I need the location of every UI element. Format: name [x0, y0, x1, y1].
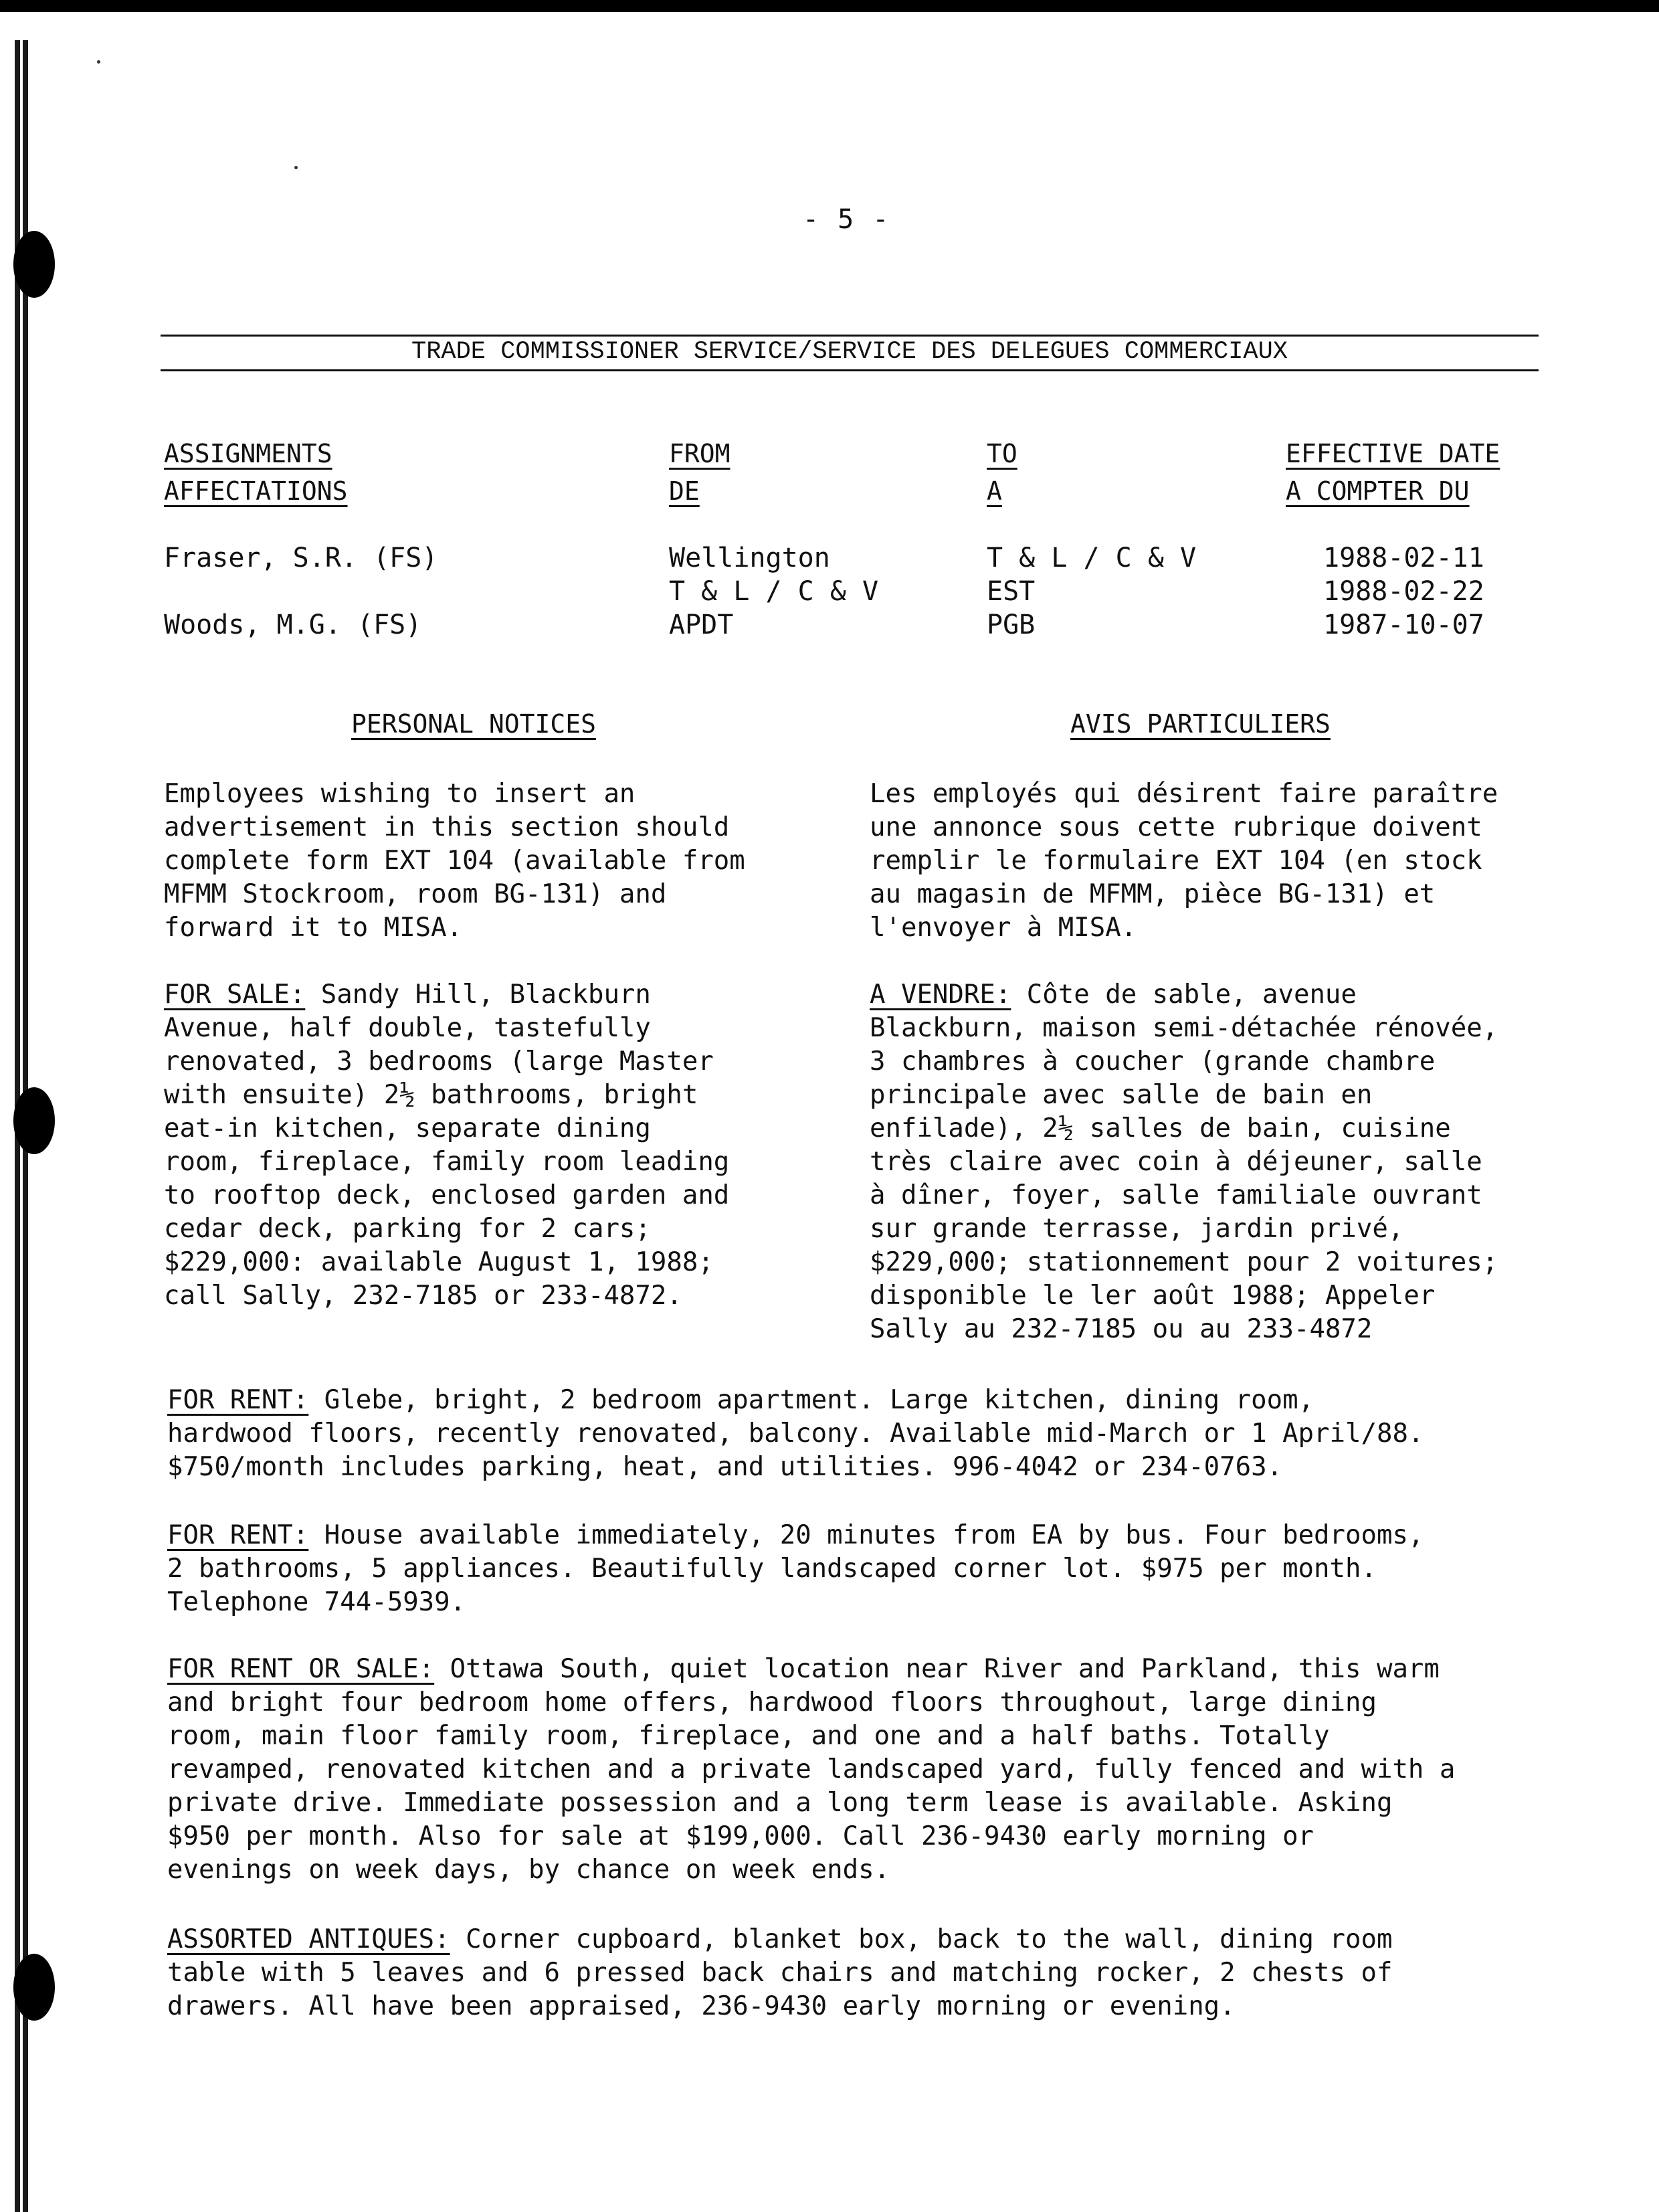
assignment-to: T & L / C & V: [987, 543, 1197, 573]
header-date-en: EFFECTIVE DATE: [1286, 439, 1500, 468]
ad-label: ASSORTED ANTIQUES:: [167, 1924, 450, 1954]
header-to: [987, 435, 1017, 510]
assignment-date: 1988-02-11: [1323, 543, 1484, 573]
personal-notices-heading: PERSONAL NOTICES: [351, 709, 597, 739]
for-rent-ad-glebe: [167, 1384, 1424, 1484]
header-assignments-en: ASSIGNMENTS: [164, 439, 332, 468]
scan-top-edge: [0, 0, 1659, 12]
avis-particuliers-heading: AVIS PARTICULIERS: [1070, 709, 1331, 739]
ad-text: Corner cupboard, blanket box, back to the wall, dining room table with 5 leaves and 6 pressed back chairs and matching rocker, 2 chests of drawers. All have been appraised, 236-9430 early morning or evening.: [167, 1924, 1393, 2021]
section-title: TRADE COMMISSIONER SERVICE/SERVICE DES DELEGUES COMMERCIAUX: [411, 338, 1288, 366]
header-date-fr: A COMPTER DU: [1286, 476, 1470, 506]
header-effective-date: [1286, 435, 1500, 510]
header-assignments-fr: AFFECTATIONS: [164, 476, 348, 506]
for-rent-or-sale-ad: [167, 1653, 1455, 1887]
assignment-from: APDT: [669, 610, 734, 640]
ad-label: FOR RENT:: [167, 1385, 309, 1415]
assignment-date: 1988-02-22: [1323, 576, 1484, 607]
ad-text: Glebe, bright, 2 bedroom apartment. Large kitchen, dining room, hardwood floors, recently renovated, balcony. Available mid-March or 1 April/88. $750/month includes parking, heat, and utilities. 996-4042 or 234-0763.: [167, 1385, 1424, 1482]
assignment-date: 1987-10-07: [1323, 610, 1484, 640]
punch-hole-middle: [13, 1087, 55, 1154]
intro-paragraph-fr: Les employés qui désirent faire paraître une annonce sous cette rubrique doivent remplir le formulaire EXT 104 (en stock au magasin de MFMM, pièce BG-131) et l'envoyer à MISA.: [870, 779, 1498, 943]
assorted-antiques-ad: [167, 1923, 1392, 2023]
assignment-to: EST: [987, 576, 1036, 607]
ad-text: House available immediately, 20 minutes from EA by bus. Four bedrooms, 2 bathrooms, 5 appliances. Beautifully landscaped corner lot. $975 per month. Telephone 744-5939.: [167, 1520, 1424, 1617]
assignment-name: Woods, M.G. (FS): [164, 610, 422, 640]
ad-label: FOR RENT OR SALE:: [167, 1654, 435, 1684]
ad-text: Côte de sable, avenue Blackburn, maison semi-détachée rénovée, 3 chambres à coucher (grande chambre principale avec salle de bain en enfilade), 2½ salles de bain, cuisine très claire avec coin à déjeuner, salle à dîner, foyer, salle familiale ouvrant sur grande terrasse, jardin privé, $229,000; stationnement pour 2 voitures; disponible le ler août 1988; Appeler Sally au 232-7185 ou au 233-4872: [870, 980, 1498, 1344]
page-number: - 5 -: [803, 204, 890, 235]
ad-text: Ottawa South, quiet location near River and Parkland, this warm and bright four bedroom home offers, hardwood floors throughout, large dining room, main floor family room, fireplace, and one and a half baths. Totally revamped, renovated kitchen and a private landscaped yard, fully fenced and with a private drive. Immediate possession and a long term lease is available. Asking $950 per month. Also for sale at $199,000. Call 236-9430 early morning or evenings on week days, by chance on week ends.: [167, 1654, 1456, 1885]
header-from: [669, 435, 730, 510]
ad-label: FOR RENT:: [167, 1520, 309, 1550]
header-assignments: [164, 435, 348, 510]
assignment-name: Fraser, S.R. (FS): [164, 543, 438, 573]
header-to-en: TO: [987, 439, 1017, 468]
header-from-fr: DE: [669, 476, 700, 506]
ad-text: Sandy Hill, Blackburn Avenue, half double, tastefully renovated, 3 bedrooms (large Master with ensuite) 2½ bathrooms, bright eat-in kitchen, separate dining room, fireplace, family room leading to rooftop deck, enclosed garden and cedar deck, parking for 2 cars; $229,000: available August 1, 1988; call Sally, 232-7185 or 233-4872.: [164, 980, 730, 1311]
ad-label: FOR SALE:: [164, 980, 306, 1010]
scan-speck: [294, 166, 298, 169]
assignment-to: PGB: [987, 610, 1036, 640]
intro-paragraph-en: Employees wishing to insert an advertisement in this section should complete form EXT 104 (available from MFMM Stockroom, room BG-131) and forward it to MISA.: [164, 779, 745, 943]
punch-hole-bottom: [13, 1954, 55, 2021]
punch-hole-top: [13, 231, 55, 298]
for-sale-ad-fr: [870, 978, 1498, 1346]
header-from-en: FROM: [669, 439, 730, 468]
for-sale-ad-en: [164, 978, 729, 1313]
scan-speck: [97, 60, 100, 64]
ad-label: A VENDRE:: [870, 980, 1011, 1010]
section-rule-top: [161, 335, 1539, 337]
assignment-from: Wellington: [669, 543, 830, 573]
section-rule-bottom: [161, 369, 1539, 371]
assignment-from: T & L / C & V: [669, 576, 879, 607]
for-rent-ad-house: [167, 1519, 1424, 1619]
header-to-fr: A: [987, 476, 1002, 506]
